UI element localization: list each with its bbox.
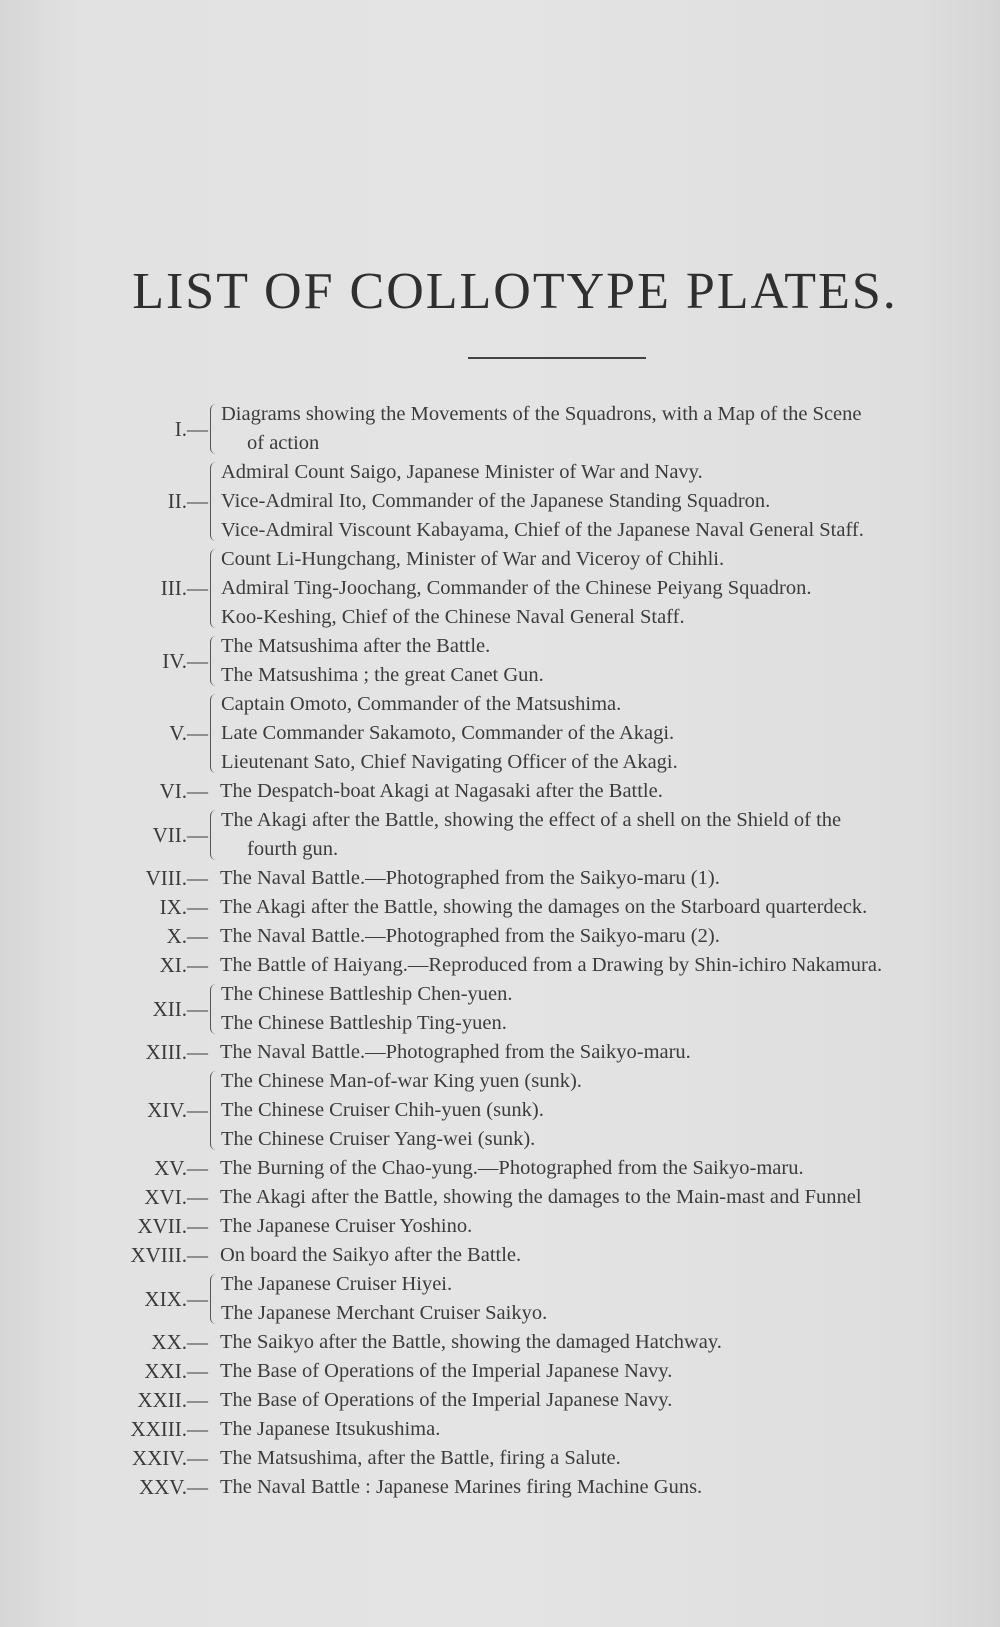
plate-numeral: X.— [166,924,208,948]
plate-entry [0,1067,1000,1154]
plate-caption-line: Count Li-Hungchang, Minister of War and Viceroy of Chihli. [221,548,725,570]
plate-captions [221,690,1000,777]
plate-caption-line: The Matsushima after the Battle. [221,635,491,657]
plate-numeral: XXII.— [137,1388,208,1412]
plate-caption-line: The Japanese Cruiser Hiyei. [221,1273,453,1295]
plate-caption-line: The Akagi after the Battle, showing the effect of a shell on the Shield of the [221,809,842,831]
plate-caption-line: fourth gun. [247,838,339,860]
plate-captions [221,1067,1000,1154]
plate-caption-line: Vice-Admiral Ito, Commander of the Japanese Standing Squadron. [221,490,771,512]
plate-caption-line: Admiral Count Saigo, Japanese Minister of War and Navy. [221,461,703,483]
plate-caption-line: of action [247,432,320,454]
brace-mark [210,462,219,541]
plate-captions [221,632,1000,690]
brace-mark [210,636,219,686]
page-title: LIST OF COLLOTYPE PLATES. [132,263,898,320]
plate-captions [220,1212,1000,1241]
brace-mark [210,984,219,1034]
plate-caption-line: Koo-Keshing, Chief of the Chinese Naval General Staff. [221,606,685,628]
plate-numeral: XXI.— [144,1359,208,1383]
plate-caption-line: The Chinese Battleship Chen-yuen. [221,983,513,1005]
plate-entry [0,922,1000,951]
plate-numeral: XXIII.— [130,1417,208,1441]
plate-numeral: VIII.— [145,866,208,890]
plate-captions [220,1473,1000,1502]
plate-numeral: XVIII.— [130,1243,208,1267]
plate-entry [0,806,1000,864]
plate-caption-line: The Chinese Battleship Ting-yuen. [221,1012,507,1034]
plate-caption-line: The Saikyo after the Battle, showing the damaged Hatchway. [220,1331,722,1353]
plate-numeral: XXV.— [138,1475,208,1499]
plate-caption-line: Admiral Ting-Joochang, Commander of the Chinese Peiyang Squadron. [221,577,812,599]
plate-captions [221,400,1000,458]
plate-entry [0,1183,1000,1212]
plate-caption-line: Lieutenant Sato, Chief Navigating Officer of the Akagi. [221,751,678,773]
plate-captions [220,1241,1000,1270]
plate-entry [0,864,1000,893]
plate-caption-line: The Matsushima, after the Battle, firing a Salute. [220,1447,621,1469]
plate-caption-line: The Akagi after the Battle, showing the damages on the Starboard quarterdeck. [220,896,868,918]
plate-captions [221,1270,1000,1328]
plate-entry [0,1386,1000,1415]
plate-captions [220,1183,1000,1212]
plate-numeral: I.— [174,416,208,441]
plate-entry [0,545,1000,632]
plate-entry [0,1154,1000,1183]
plate-caption-line: The Base of Operations of the Imperial Japanese Navy. [220,1389,673,1411]
plate-numeral: VI.— [159,779,208,803]
plate-caption-line: The Battle of Haiyang.—Reproduced from a Drawing by Shin-ichiro Nakamura. [220,954,883,976]
brace-mark [210,549,219,628]
plate-caption-line: The Naval Battle.—Photographed from the Saikyo-maru. [220,1041,691,1063]
plate-captions [220,1357,1000,1386]
plate-entry [0,1038,1000,1067]
plate-entry [0,893,1000,922]
brace-mark [210,1071,219,1150]
plate-caption-line: The Japanese Itsukushima. [220,1418,441,1440]
plate-caption-line: The Chinese Man-of-war King yuen (sunk). [221,1070,582,1092]
plate-entry [0,951,1000,980]
plate-numeral: XI.— [159,953,208,977]
plate-entry [0,1212,1000,1241]
plate-numeral: II.— [167,489,208,513]
plate-caption-line: The Burning of the Chao-yung.—Photographed from the Saikyo-maru. [220,1157,804,1179]
brace-mark [210,1274,219,1324]
plate-caption-line: The Despatch-boat Akagi at Nagasaki after the Battle. [220,780,663,802]
plate-captions [221,806,1000,864]
plate-numeral: IV.— [162,648,208,673]
plate-caption-line: The Japanese Merchant Cruiser Saikyo. [221,1302,548,1324]
plate-captions [220,777,1000,806]
plate-captions [221,458,1000,545]
plate-entry [0,458,1000,545]
plate-caption-line: The Naval Battle.—Photographed from the Saikyo-maru (1). [220,867,720,889]
plate-caption-line: Late Commander Sakamoto, Commander of the Akagi. [221,722,675,744]
plate-captions [220,1415,1000,1444]
plate-numeral: XIX.— [144,1286,208,1311]
plate-entry [0,1473,1000,1502]
plate-captions [220,951,1000,980]
plate-numeral: XII.— [152,996,208,1021]
plate-entry [0,1328,1000,1357]
plates-list [0,400,1000,1502]
plate-caption-line: The Naval Battle.—Photographed from the Saikyo-maru (2). [220,925,720,947]
plate-captions [220,1328,1000,1357]
plate-captions [220,1444,1000,1473]
brace-mark [210,810,219,860]
plate-entry [0,1444,1000,1473]
plate-entry [0,1357,1000,1386]
plate-numeral: XVII.— [137,1214,208,1238]
plate-numeral: VII.— [152,822,208,847]
plate-captions [220,864,1000,893]
plate-caption-line: Vice-Admiral Viscount Kabayama, Chief of the Japanese Naval General Staff. [221,519,864,541]
plate-entry [0,980,1000,1038]
plate-caption-line: Captain Omoto, Commander of the Matsushima. [221,693,622,715]
plate-captions [220,1386,1000,1415]
plate-caption-line: The Japanese Cruiser Yoshino. [220,1215,473,1237]
plate-captions [221,980,1000,1038]
plate-caption-line: Diagrams showing the Movements of the Squadrons, with a Map of the Scene [221,403,862,425]
plate-numeral: XX.— [151,1330,208,1354]
plate-numeral: III.— [160,576,208,600]
plate-numeral: IX.— [159,895,208,919]
plate-caption-line: On board the Saikyo after the Battle. [220,1244,522,1266]
plate-numeral: V.— [169,721,208,745]
plate-caption-line: The Base of Operations of the Imperial Japanese Navy. [220,1360,673,1382]
plate-captions [220,1038,1000,1067]
plate-entry [0,400,1000,458]
plate-entry [0,1415,1000,1444]
plate-numeral: XXIV.— [131,1446,208,1470]
plate-caption-line: The Akagi after the Battle, showing the damages to the Main-mast and Funnel [220,1186,862,1208]
plate-captions [220,1154,1000,1183]
plate-entry [0,1270,1000,1328]
plate-caption-line: The Chinese Cruiser Yang-wei (sunk). [221,1128,536,1150]
plate-numeral: XVI.— [144,1185,208,1209]
plate-caption-line: The Naval Battle : Japanese Marines firing Machine Guns. [220,1476,703,1498]
plate-captions [220,922,1000,951]
plate-entry [0,632,1000,690]
plate-numeral: XIV.— [147,1098,208,1122]
plate-entry [0,1241,1000,1270]
plate-numeral: XIII.— [145,1040,208,1064]
plate-numeral: XV.— [154,1156,208,1180]
plate-entry [0,690,1000,777]
plate-caption-line: The Chinese Cruiser Chih-yuen (sunk). [221,1099,544,1121]
title-divider [468,357,646,359]
plate-caption-line: The Matsushima ; the great Canet Gun. [221,664,544,686]
brace-mark [210,694,219,773]
plate-captions [220,893,1000,922]
plate-entry [0,777,1000,806]
brace-mark [210,404,219,454]
plate-captions [221,545,1000,632]
